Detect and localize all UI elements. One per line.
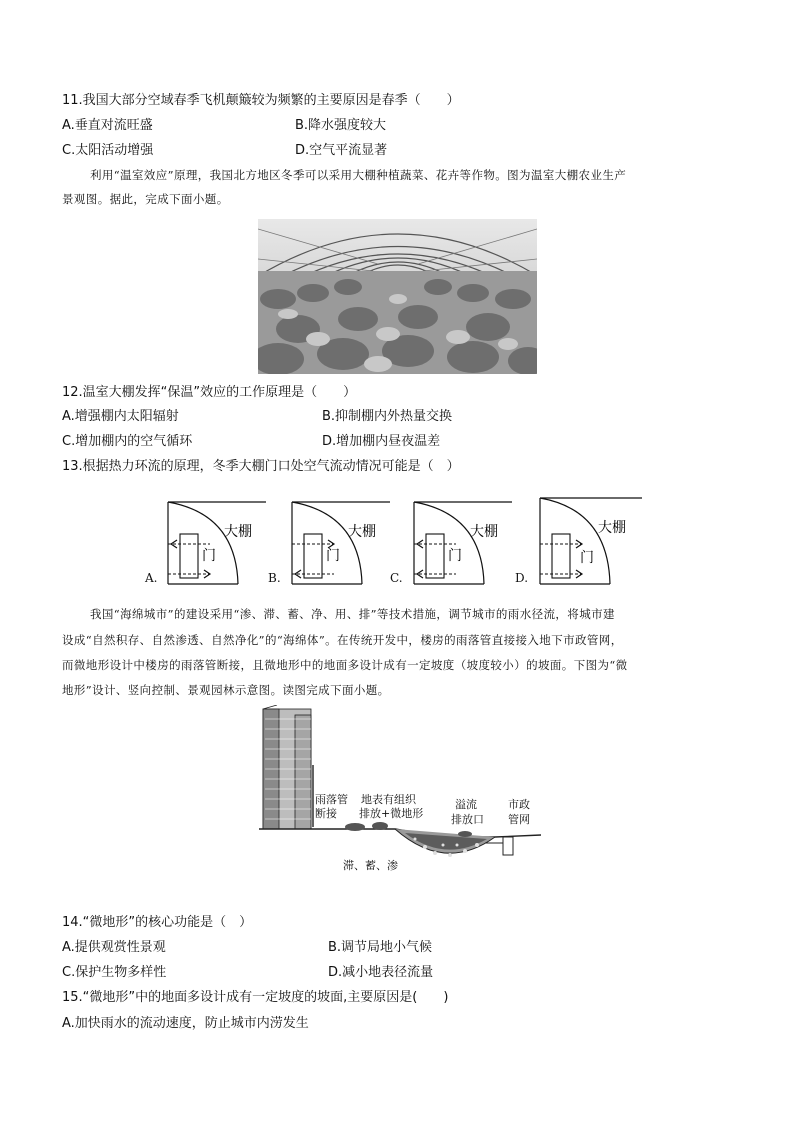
q12-option-a: A.增强棚内太阳辐射	[62, 409, 179, 424]
q14-option-d: D.减小地表径流量	[328, 965, 434, 980]
q12-option-c: C.增加棚内的空气循环	[62, 434, 193, 449]
label-pipe-2: 断接	[315, 807, 337, 820]
label-overflow-1: 溢流	[455, 798, 477, 811]
label-pipe-1: 雨落管	[315, 793, 348, 806]
label-overflow-2: 排放口	[451, 813, 484, 826]
q13-option-d: D.	[515, 571, 529, 585]
intro2-line1: 我国“海绵城市”的建设采用“渗、滞、蓄、净、用、排”等技术措施，调节城市的雨水径流，将城市建	[90, 607, 615, 621]
q13-a-greenhouse-label: 大棚	[224, 524, 252, 540]
q13-b-door-label: 门	[326, 548, 340, 564]
intro1-line1: 利用“温室效应”原理，我国北方地区冬季可以采用大棚种植蔬菜、花卉等作物。图为温室大棚农业生产	[90, 168, 627, 182]
building	[263, 705, 311, 829]
q11-stem: 11.我国大部分空域春季飞机颠簸较为频繁的主要原因是春季（ ）	[62, 93, 460, 108]
q14-option-b: B.调节局地小气候	[328, 940, 433, 955]
q13-figure-c	[412, 494, 516, 586]
q13-d-door-label: 门	[580, 550, 594, 566]
label-municipal-1: 市政	[508, 798, 530, 811]
label-bottom: 滞、蓄、渗	[343, 859, 398, 872]
label-surface-2: 排放+微地形	[359, 807, 424, 820]
q11-option-a: A.垂直对流旺盛	[62, 118, 153, 133]
micro-terrain-figure	[255, 705, 545, 877]
intro2-line4: 地形”设计、竖向控制、景观园林示意图。读图完成下面小题。	[62, 683, 390, 697]
q14-stem: 14.“微地形”的核心功能是（ ）	[62, 915, 253, 930]
q13-option-b: B.	[268, 571, 281, 585]
intro2-line2: 设成“自然积存、自然渗透、自然净化”的“海绵体”。在传统开发中，楼房的雨落管直接接入地下市政管网，	[62, 633, 623, 647]
q13-c-door-label: 门	[448, 548, 462, 564]
q11-option-d: D.空气平流显著	[295, 143, 388, 158]
q12-option-b: B.抑制棚内外热量交换	[322, 409, 453, 424]
intro1-line2: 景观图。据此，完成下面小题。	[62, 192, 229, 206]
q13-option-a: A.	[145, 571, 158, 585]
q11-option-c: C.太阳活动增强	[62, 143, 154, 158]
q13-figure-a	[166, 494, 270, 586]
q13-stem: 13.根据热力环流的原理，冬季大棚门口处空气流动情况可能是（ ）	[62, 459, 460, 474]
q13-a-door-label: 门	[202, 548, 216, 564]
q11-option-b: B.降水强度较大	[295, 118, 387, 133]
q13-b-greenhouse-label: 大棚	[348, 524, 376, 540]
q13-c-greenhouse-label: 大棚	[470, 524, 498, 540]
q14-option-a: A.提供观赏性景观	[62, 940, 166, 955]
q14-option-c: C.保护生物多样性	[62, 965, 167, 980]
q13-figure-d	[538, 494, 646, 586]
q15-stem: 15.“微地形”中的地面多设计成有一定坡度的坡面,主要原因是( )	[62, 990, 449, 1005]
greenhouse-photo	[258, 219, 537, 374]
label-surface-1: 地表有组织	[361, 793, 416, 806]
q12-stem: 12.温室大棚发挥“保温”效应的工作原理是（ ）	[62, 385, 357, 400]
label-municipal-2: 管网	[508, 813, 530, 826]
q13-d-greenhouse-label: 大棚	[598, 520, 626, 536]
q13-figure-b	[290, 494, 394, 586]
q12-option-d: D.增加棚内昼夜温差	[322, 434, 441, 449]
q13-option-c: C.	[390, 571, 403, 585]
q15-option-a: A.加快雨水的流动速度，防止城市内涝发生	[62, 1016, 309, 1031]
intro2-line3: 而微地形设计中楼房的雨落管断接，且微地形中的地面多设计成有一定坡度（坡度较小）的坡面。下图为“微	[62, 658, 628, 672]
